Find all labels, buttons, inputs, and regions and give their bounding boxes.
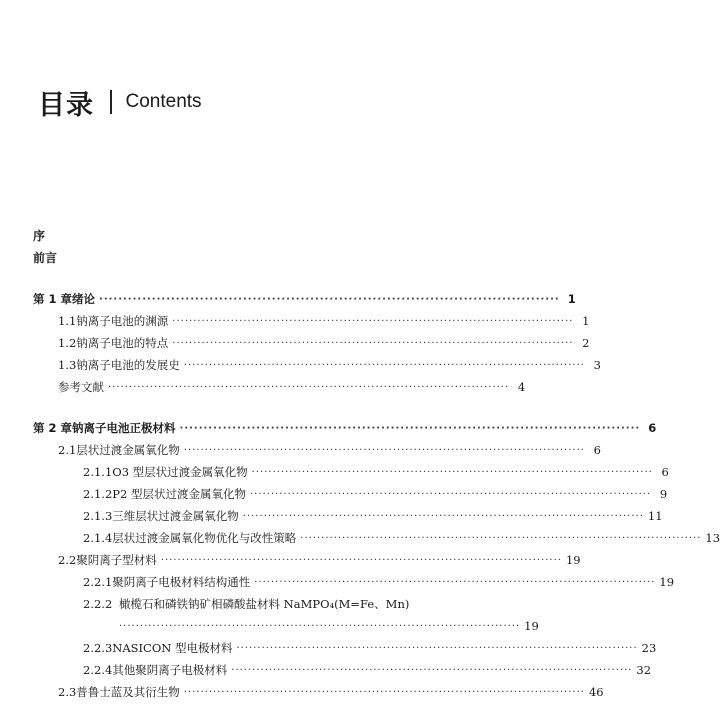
toc-references-1[interactable] [58, 377, 526, 397]
page-number: 13 [705, 531, 720, 545]
toc-chapter-2[interactable] [33, 418, 657, 438]
page-number: 6 [593, 443, 601, 457]
chapter-number: 第 1 章 [33, 292, 73, 306]
subsection-title: 其他聚阴离子电极材料 [112, 663, 228, 677]
subsection-title: 三维层状过渡金属氧化物 [112, 509, 239, 523]
leader-dots: ································································································ [231, 664, 633, 676]
preface-entry[interactable]: 序 [33, 229, 46, 243]
leader-dots: ································································································ [300, 532, 702, 544]
page-number: 1 [582, 314, 590, 328]
page-number: 6 [648, 421, 657, 435]
toc-subsection-2-2-4[interactable] [83, 660, 652, 680]
page-number: 9 [659, 487, 668, 501]
foreword-entry[interactable]: 前言 [33, 251, 58, 265]
references-title: 参考文献 [58, 380, 104, 394]
chapter-title: 钠离子电池正极材料 [72, 421, 176, 435]
toc-section-1-3[interactable] [58, 355, 601, 375]
leader-dots: ································································································ [172, 337, 574, 349]
subsection-number: 2.2.2 [83, 597, 113, 611]
page-number: 1 [567, 292, 576, 306]
page-number: 2 [582, 336, 590, 350]
toc-subsection-2-2-1[interactable] [83, 572, 675, 592]
leader-dots: ································································································ [242, 510, 644, 522]
section-number: 1.3 [58, 358, 77, 372]
toc-chapter-1[interactable] [33, 289, 576, 309]
subsection-title: 聚阴离子电极材料结构通性 [112, 575, 251, 589]
toc-title-en: Contents [125, 91, 202, 112]
section-number: 2.3 [58, 685, 77, 699]
page-number: 23 [641, 641, 657, 655]
toc-subsection-2-1-2[interactable] [83, 484, 668, 504]
section-title: 钠离子电池的渊源 [76, 314, 169, 328]
subsection-number: 2.1.1 [83, 465, 113, 479]
leader-dots: ································································································ [172, 315, 574, 327]
subsection-number: 2.2.4 [83, 663, 113, 677]
section-title: 钠离子电池的特点 [76, 336, 169, 350]
subsection-title: 层状过渡金属氧化物优化与改性策略 [112, 531, 297, 545]
page-number: 11 [647, 509, 663, 523]
toc-section-1-1[interactable] [58, 311, 590, 331]
leader-dots: ································································································ [179, 422, 641, 434]
toc-subsection-2-1-3[interactable] [83, 506, 663, 526]
page-number: 4 [517, 380, 526, 394]
toc-section-2-2[interactable] [58, 550, 581, 570]
subsection-title: 橄榄石和磷铁钠矿相磷酸盐材料 NaMPO₄(M=Fe、Mn) [119, 597, 410, 611]
leader-dots: ································································································ [183, 686, 585, 698]
leader-dots: ································································································ [251, 466, 653, 478]
toc-subsection-2-2-2-continued [119, 616, 539, 636]
section-title: 层状过渡金属氧化物 [76, 443, 180, 457]
toc-section-2-3[interactable] [58, 682, 604, 702]
leader-dots: ································································································ [183, 359, 585, 371]
section-number: 1.2 [58, 336, 77, 350]
toc-subsection-2-2-3[interactable] [83, 638, 657, 658]
toc-section-2-1[interactable] [58, 440, 601, 460]
toc-section-1-2[interactable] [58, 333, 590, 353]
page-number: 19 [565, 553, 581, 567]
toc-subsection-2-2-2[interactable] [83, 594, 450, 614]
page-number: 19 [659, 575, 675, 589]
page-number: 6 [661, 465, 669, 479]
subsection-title: NASICON 型电极材料 [112, 641, 233, 655]
subsection-number: 2.1.4 [83, 531, 113, 545]
section-title: 聚阴离子型材料 [76, 553, 157, 567]
toc-subsection-2-1-1[interactable] [83, 462, 669, 482]
chapter-title: 绪论 [72, 292, 96, 306]
leader-dots: ································································································ [183, 444, 585, 456]
section-title: 钠离子电池的发展史 [76, 358, 180, 372]
toc-header [38, 85, 202, 119]
subsection-title: O3 型层状过渡金属氧化物 [112, 465, 248, 479]
leader-dots: ································································································ [99, 293, 560, 305]
subsection-title: P2 型层状过渡金属氧化物 [112, 487, 246, 501]
toc-subsection-2-1-4[interactable] [83, 528, 720, 548]
leader-dots: ································································································ [108, 381, 510, 393]
page-number: 32 [636, 663, 652, 677]
subsection-number: 2.2.1 [83, 575, 113, 589]
section-number: 2.2 [58, 553, 77, 567]
page-number: 19 [524, 619, 539, 633]
subsection-number: 2.1.2 [83, 487, 113, 501]
section-title: 普鲁士蓝及其衍生物 [76, 685, 180, 699]
toc-title-cn: 目录 [38, 89, 94, 121]
leader-dots: ································································································ [249, 488, 652, 500]
leader-dots: ································································································ [160, 554, 562, 566]
leader-dots: ································································································ [119, 620, 521, 632]
section-number: 2.1 [58, 443, 77, 457]
subsection-number: 2.2.3 [83, 641, 113, 655]
subsection-number: 2.1.3 [83, 509, 113, 523]
header-divider [110, 90, 112, 114]
leader-dots: ································································································ [236, 642, 638, 654]
leader-dots: ································································································ [254, 576, 656, 588]
page-number: 46 [588, 685, 604, 699]
chapter-number: 第 2 章 [33, 421, 73, 435]
section-number: 1.1 [58, 314, 77, 328]
page-number: 3 [593, 358, 601, 372]
